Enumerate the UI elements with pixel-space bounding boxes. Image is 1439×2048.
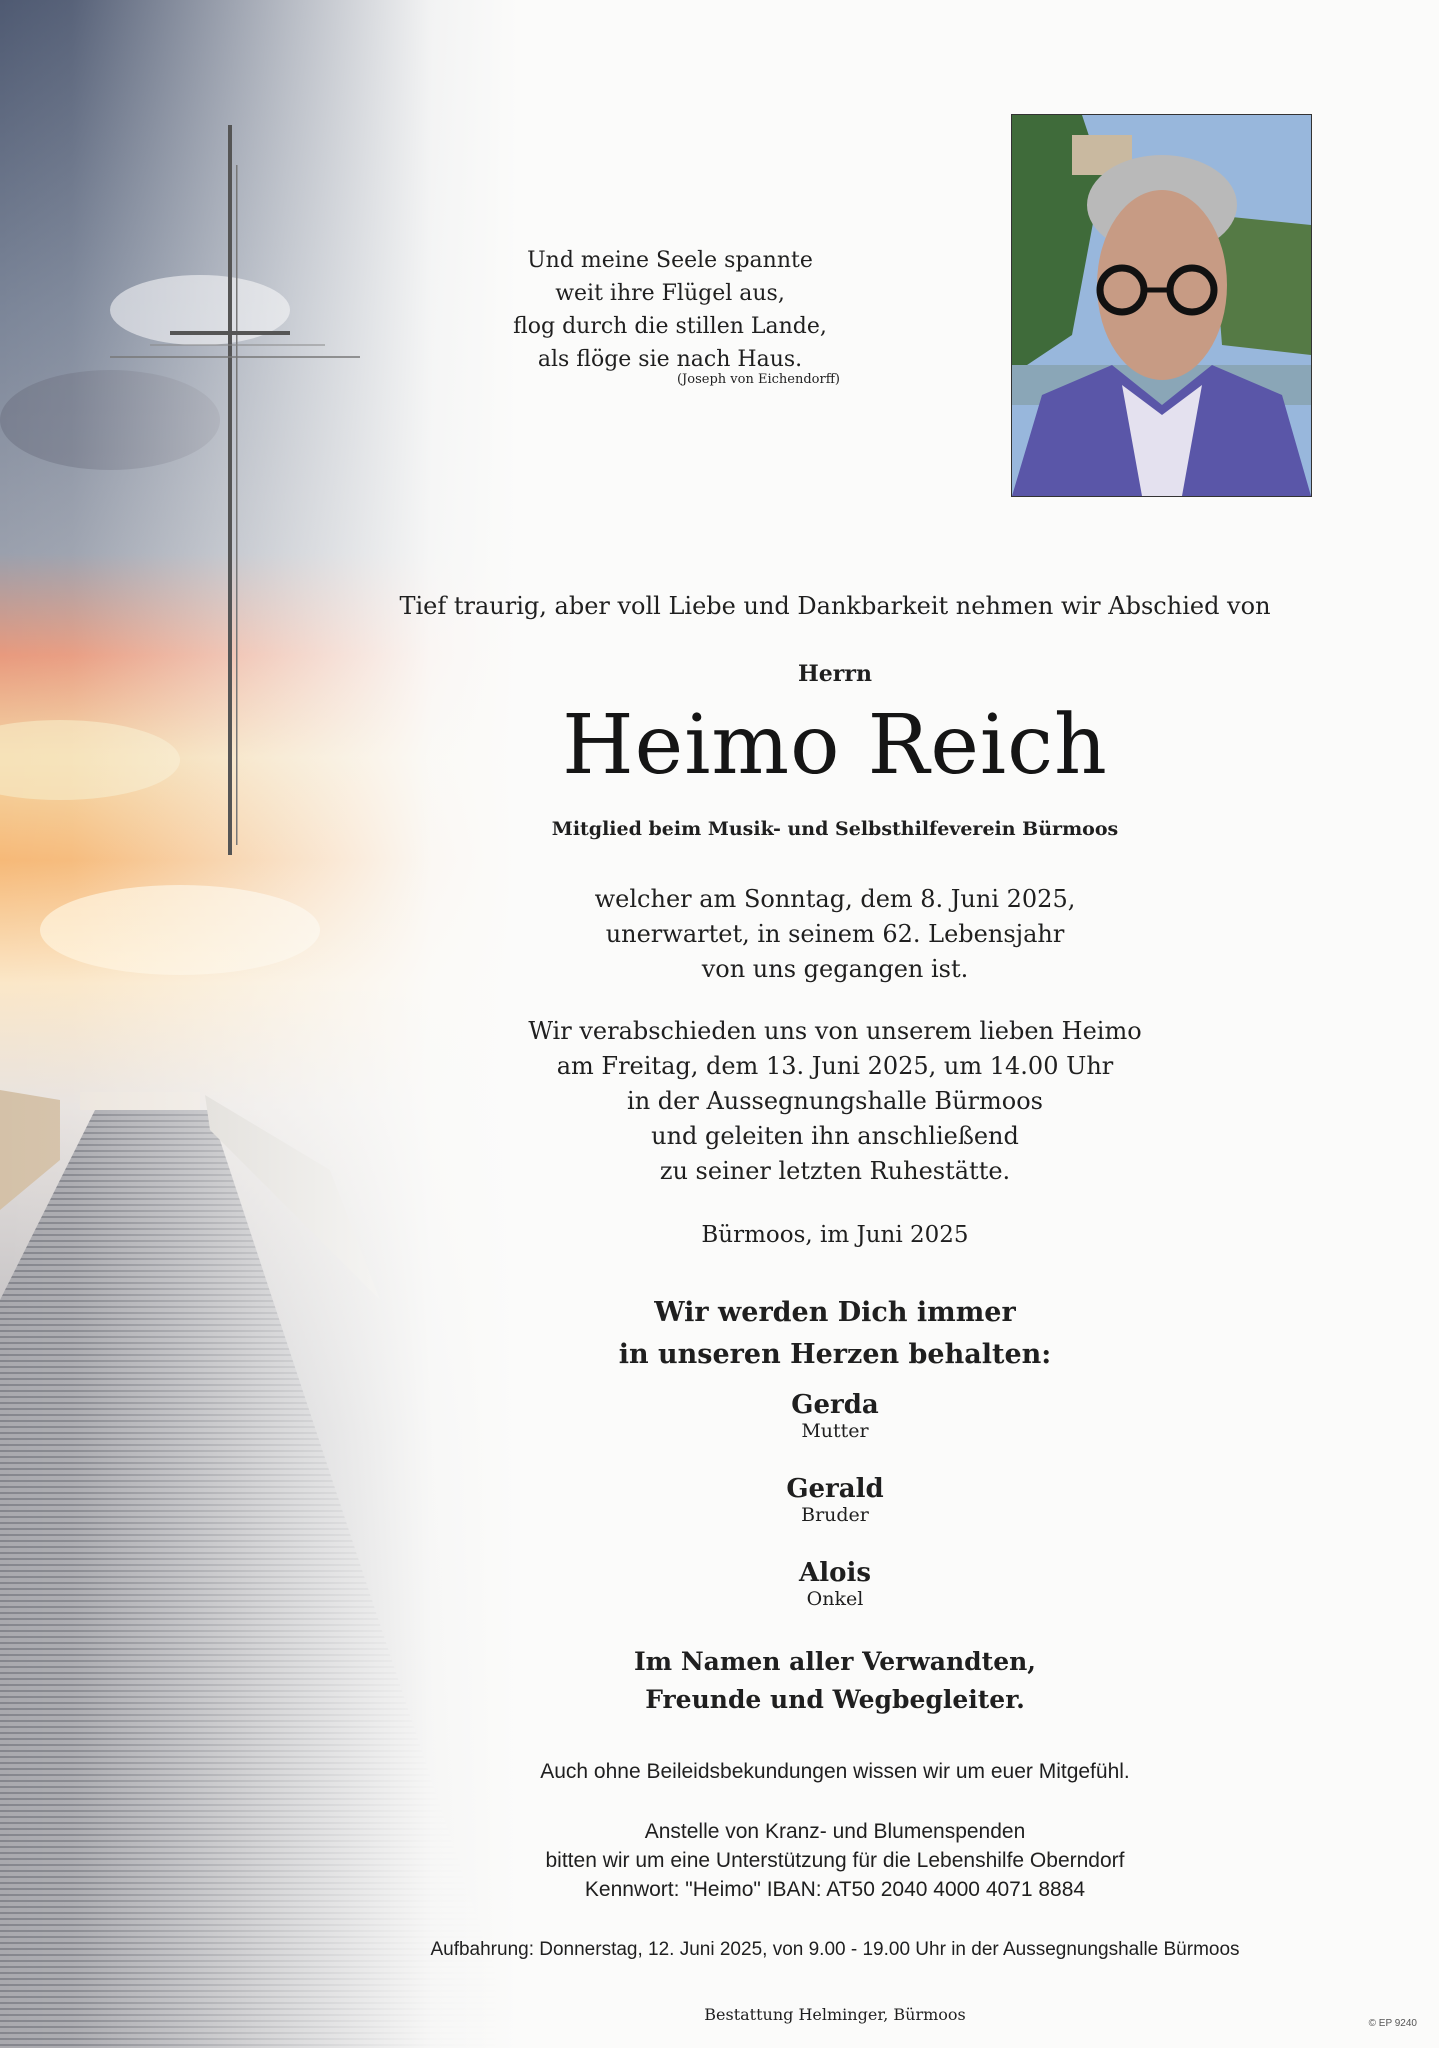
farewell-line: zu seiner letzten Ruhestätte. — [659, 1157, 1011, 1185]
relative-name: Gerda — [791, 1390, 879, 1420]
poem-source: (Joseph von Eichendorff) — [676, 372, 840, 387]
on-behalf — [360, 1643, 1310, 1719]
relative-relation: Mutter — [801, 1420, 869, 1442]
relative-item — [360, 1558, 1310, 1642]
undertaker: Bestattung Helminger, Bürmoos — [704, 2005, 966, 2024]
death-notice-line: welcher am Sonntag, dem 8. Juni 2025, — [594, 885, 1076, 913]
relative-name: Gerald — [786, 1474, 884, 1504]
relative-item — [360, 1474, 1310, 1558]
membership: Mitglied beim Musik- und Selbsthilfeverein Bürmoos — [551, 818, 1119, 840]
cross-icon — [110, 125, 360, 860]
relatives-list — [360, 1390, 1310, 1642]
poem-line: weit ihre Flügel aus, — [555, 281, 785, 306]
donation-info — [360, 1817, 1310, 1904]
poem — [510, 244, 830, 376]
relative-relation: Onkel — [806, 1588, 864, 1610]
relative-relation: Bruder — [801, 1504, 869, 1526]
death-notice — [360, 882, 1310, 987]
death-notice-line: unerwartet, in seinem 62. Lebensjahr — [605, 920, 1065, 948]
on-behalf-line: Im Namen aller Verwandten, — [633, 1647, 1036, 1676]
portrait-photo — [1011, 114, 1312, 497]
condolence-note: Auch ohne Beileidsbekundungen wissen wir um euer Mitgefühl. — [540, 1760, 1130, 1783]
place-date: Bürmoos, im Juni 2025 — [701, 1222, 969, 1248]
farewell — [360, 1014, 1310, 1189]
donation-line: bitten wir um eine Unterstützung für die Lebenshilfe Oberndorf — [545, 1849, 1125, 1872]
document-code: © EP 9240 — [1368, 2018, 1417, 2029]
relative-item — [360, 1390, 1310, 1474]
relative-name: Alois — [799, 1558, 871, 1588]
farewell-line: und geleiten ihn anschließend — [651, 1122, 1019, 1150]
on-behalf-line: Freunde und Wegbegleiter. — [645, 1685, 1025, 1714]
viewing-info: Aufbahrung: Donnerstag, 12. Juni 2025, von 9.00 - 19.00 Uhr in der Aussegnungshalle Bürmoos — [430, 1939, 1240, 1960]
death-notice-line: von uns gegangen ist. — [701, 955, 969, 983]
poem-line: Und meine Seele spannte — [527, 248, 813, 273]
poem-line: als flöge sie nach Haus. — [537, 347, 803, 372]
farewell-line: Wir verabschieden uns von unserem lieben Heimo — [528, 1017, 1142, 1045]
deceased-name: Heimo Reich — [562, 698, 1108, 793]
intro-text: Tief traurig, aber voll Liebe und Dankbarkeit nehmen wir Abschied von — [399, 592, 1271, 620]
salutation: Herrn — [798, 661, 872, 687]
donation-line: Anstelle von Kranz- und Blumenspenden — [644, 1820, 1026, 1843]
memory-line: in unseren Herzen behalten: — [618, 1339, 1052, 1370]
farewell-line: am Freitag, dem 13. Juni 2025, um 14.00 Uhr — [556, 1052, 1114, 1080]
farewell-line: in der Aussegnungshalle Bürmoos — [627, 1087, 1043, 1115]
poem-line: flog durch die stillen Lande, — [513, 314, 827, 339]
memory-line: Wir werden Dich immer — [654, 1297, 1016, 1328]
donation-line: Kennwort: "Heimo" IBAN: AT50 2040 4000 4071 8884 — [584, 1878, 1086, 1901]
memory-text — [360, 1292, 1310, 1376]
